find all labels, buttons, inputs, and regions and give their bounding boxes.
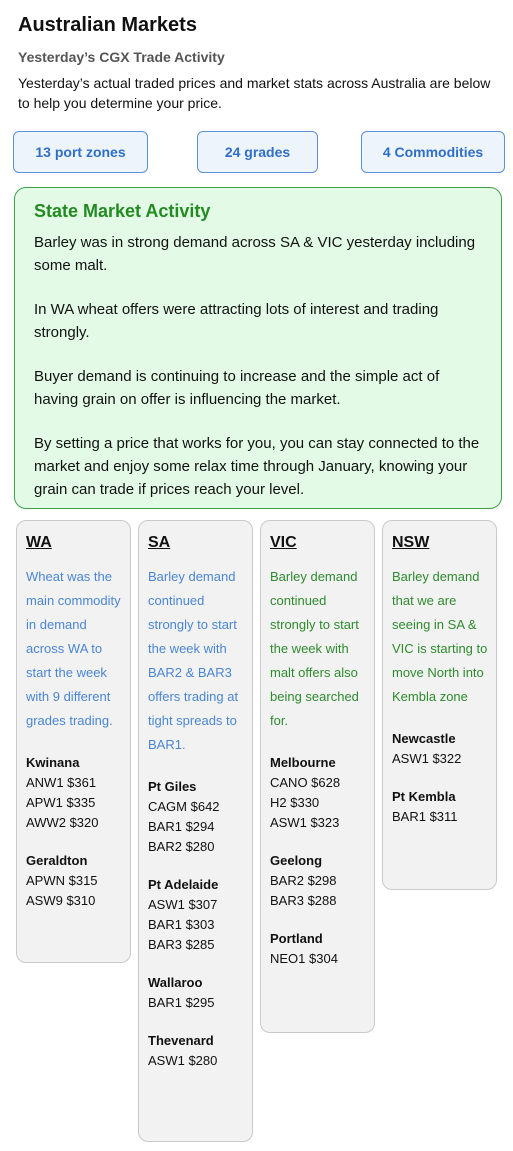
activity-paragraph: By setting a price that works for you, you can stay connected to the market and enjoy some relax time through January, knowing your grain can trade if prices reach your level.	[34, 435, 480, 498]
port-name: Geraldton	[26, 853, 88, 868]
port-name: Pt Adelaide	[148, 877, 219, 892]
state-market-activity-card	[14, 187, 502, 509]
port-name: Thevenard	[148, 1033, 214, 1048]
port-group	[26, 753, 124, 833]
port-group	[26, 851, 124, 911]
page-title: Australian Markets	[18, 14, 197, 36]
grade-price: ASW1 $307	[148, 897, 218, 912]
page-subtitle: Yesterday’s CGX Trade Activity	[18, 49, 225, 65]
port-group	[148, 973, 246, 1013]
grades-button[interactable]: 24 grades	[197, 131, 318, 173]
grade-price: BAR3 $288	[270, 893, 337, 908]
state-card-sa	[138, 520, 253, 1142]
grade-price: AWW2 $320	[26, 815, 99, 830]
state-card-wa	[16, 520, 131, 963]
grade-price: ASW9 $310	[26, 893, 96, 908]
port-group	[148, 777, 246, 857]
state-market-activity-title: State Market Activity	[34, 201, 211, 221]
port-group	[392, 787, 490, 827]
port-name: Pt Kembla	[392, 789, 456, 804]
port-group	[270, 929, 368, 969]
grade-price: BAR1 $295	[148, 995, 215, 1010]
grade-price: CAGM $642	[148, 799, 220, 814]
grade-price: ASW1 $280	[148, 1053, 218, 1068]
grade-price: BAR3 $285	[148, 937, 215, 952]
state-title-nsw: NSW	[392, 534, 430, 551]
activity-paragraph: Buyer demand is continuing to increase and the simple act of having grain on offer is influencing the market.	[34, 368, 440, 408]
grade-price: ASW1 $323	[270, 815, 340, 830]
activity-paragraph: In WA wheat offers were attracting lots of interest and trading strongly.	[34, 301, 439, 341]
state-description-sa: Barley demand continued strongly to start the week with BAR2 & BAR3 offers trading at tight spreads to BAR1.	[148, 569, 239, 752]
state-description-nsw: Barley demand that we are seeing in SA & VIC is starting to move North into Kembla zone	[392, 569, 488, 704]
intro-text: Yesterday’s actual traded prices and market stats across Australia are below to help you determine your price.	[18, 75, 491, 111]
port-name: Newcastle	[392, 731, 456, 746]
state-card-vic	[260, 520, 375, 1033]
grade-price: APW1 $335	[26, 795, 96, 810]
port-name: Pt Giles	[148, 779, 197, 794]
state-card-nsw	[382, 520, 497, 890]
port-group	[392, 729, 490, 769]
grade-price: ANW1 $361	[26, 775, 97, 790]
port-name: Kwinana	[26, 755, 80, 770]
port-group	[148, 1031, 246, 1071]
port-name: Portland	[270, 931, 323, 946]
grade-price: CANO $628	[270, 775, 341, 790]
grade-price: H2 $330	[270, 795, 320, 810]
grade-price: ASW1 $322	[392, 751, 462, 766]
port-group	[148, 875, 246, 955]
port-name: Melbourne	[270, 755, 336, 770]
grade-price: BAR1 $303	[148, 917, 215, 932]
grade-price: BAR1 $311	[392, 809, 458, 824]
state-title-wa: WA	[26, 534, 52, 551]
activity-paragraph: Barley was in strong demand across SA & VIC yesterday including some malt.	[34, 234, 476, 274]
state-title-sa: SA	[148, 534, 171, 551]
state-description-vic: Barley demand continued strongly to start the week with malt offers also being searched for.	[270, 569, 359, 728]
port-group	[270, 753, 368, 833]
port-group	[270, 851, 368, 911]
state-title-vic: VIC	[270, 534, 297, 551]
grade-price: APWN $315	[26, 873, 98, 888]
grade-price: BAR2 $298	[270, 873, 337, 888]
commodities-button[interactable]: 4 Commodities	[361, 131, 505, 173]
port-zones-button[interactable]: 13 port zones	[13, 131, 148, 173]
grade-price: BAR2 $280	[148, 839, 215, 854]
grade-price: BAR1 $294	[148, 819, 215, 834]
port-name: Wallaroo	[148, 975, 203, 990]
state-description-wa: Wheat was the main commodity in demand across WA to start the week with 9 different grades trading.	[26, 569, 121, 728]
grade-price: NEO1 $304	[270, 951, 338, 966]
port-name: Geelong	[270, 853, 323, 868]
